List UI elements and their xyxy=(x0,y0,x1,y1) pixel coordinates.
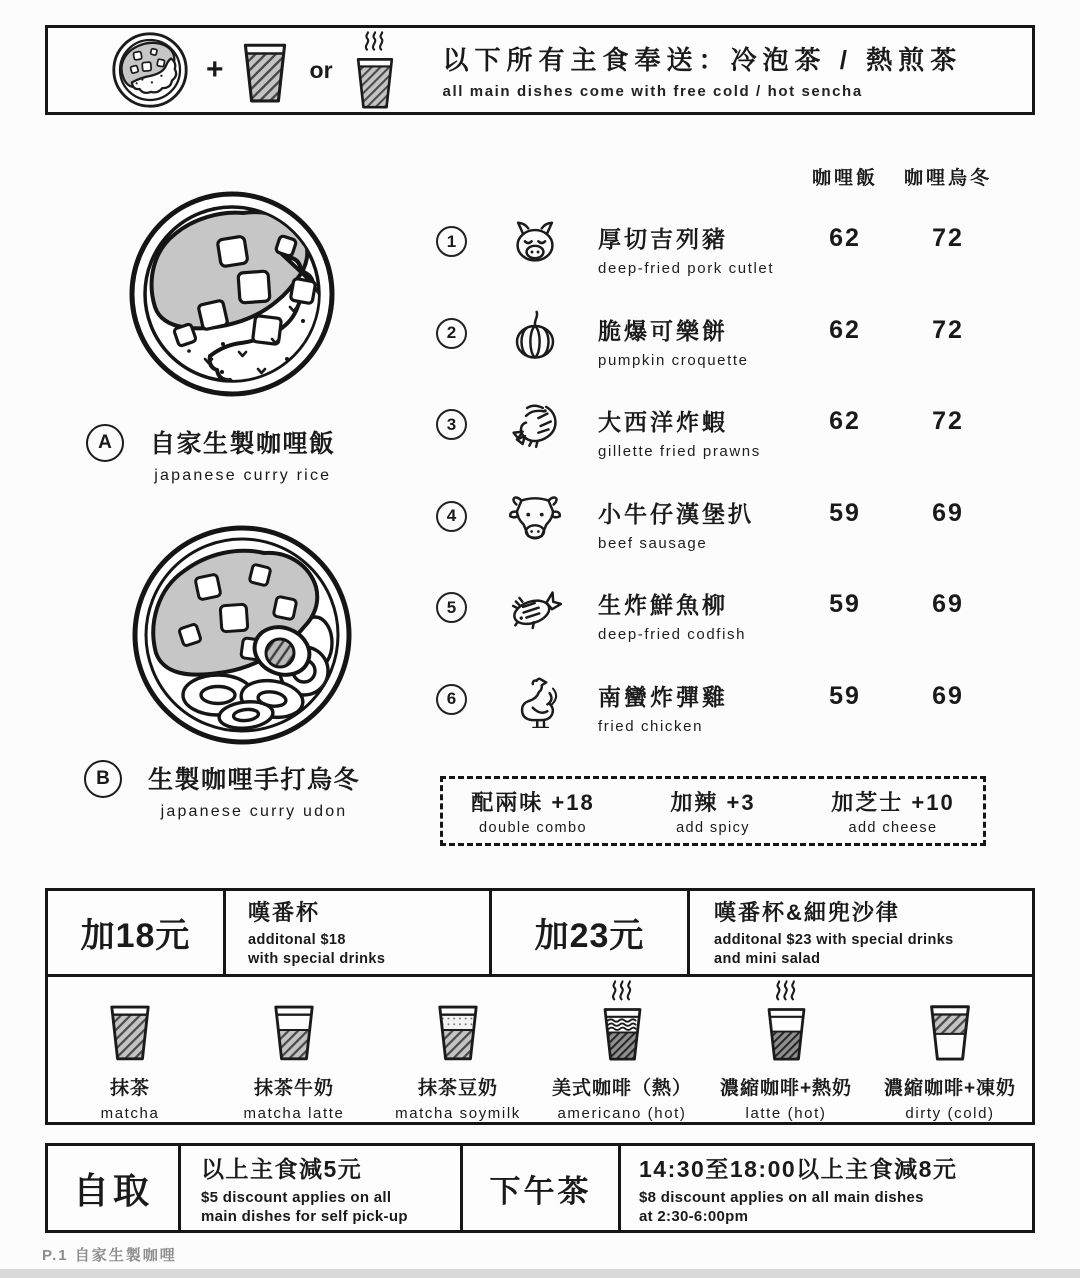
pumpkin-icon xyxy=(506,306,564,364)
column-header-curry-udon: 咖哩烏冬 xyxy=(903,168,992,189)
offer-18-price: 加18元 xyxy=(48,891,226,974)
offer-desc-line1: additonal $23 with special drinks xyxy=(714,932,954,948)
menu-item-beef-sausage xyxy=(430,473,1036,565)
offer-desc-line1: additonal $18 xyxy=(248,932,346,948)
item-price-rice: 62 xyxy=(829,407,861,435)
item-price-udon: 69 xyxy=(932,590,964,618)
item-price-rice: 59 xyxy=(829,681,861,710)
teatime-details xyxy=(621,1146,1032,1230)
base-a-badge: A xyxy=(86,424,124,462)
drink-name: 美式咖啡（熱） xyxy=(551,1078,692,1099)
hot-tea-cup-icon xyxy=(353,31,397,109)
base-a-name-en: japanese curry rice xyxy=(154,467,332,484)
item-name-en: deep-fried codfish xyxy=(598,626,747,643)
item-number-badge: 1 xyxy=(436,226,467,257)
offer-title: 嘆番杯&細兜沙律 xyxy=(714,900,900,925)
offer-title: 嘆番杯 xyxy=(248,900,321,925)
drink-name-en: dirty (cold) xyxy=(905,1105,995,1122)
item-price-udon: 69 xyxy=(932,498,964,527)
menu-item-pumpkin-croquette xyxy=(430,290,1036,382)
addon-name: 配兩味 +18 xyxy=(471,790,595,815)
item-number-badge: 2 xyxy=(436,318,467,349)
item-name: 脆爆可樂餅 xyxy=(598,317,728,344)
pickup-title: 自取 xyxy=(48,1146,181,1230)
drink-name-en: matcha xyxy=(100,1105,160,1122)
shrimp-icon xyxy=(506,397,564,455)
item-number-badge: 5 xyxy=(436,592,467,623)
cold-tea-cup-icon xyxy=(240,37,290,103)
teatime-desc-line2: at 2:30-6:00pm xyxy=(639,1207,749,1225)
base-option-b xyxy=(84,760,360,821)
offer-desc-line2: with special drinks xyxy=(248,951,386,967)
drink-name: 抹茶牛奶 xyxy=(253,1078,334,1099)
discounts-bar xyxy=(45,1143,1035,1233)
base-b-name-en: japanese curry udon xyxy=(160,803,348,820)
offer-23-details xyxy=(690,891,1032,974)
item-price-udon: 72 xyxy=(932,315,964,344)
mains-list xyxy=(430,198,1036,747)
item-price-rice: 62 xyxy=(829,224,861,252)
pickup-desc-line1: $5 discount applies on all xyxy=(201,1188,392,1206)
drink-name: 濃縮咖啡+熱奶 xyxy=(719,1078,853,1099)
curry-udon-illustration xyxy=(130,523,354,747)
or-label: or xyxy=(309,56,333,83)
addon-cheese xyxy=(803,786,983,836)
pig-icon xyxy=(506,214,564,272)
drink-dirty-cold xyxy=(868,977,1032,1122)
item-price-udon: 69 xyxy=(932,681,964,710)
menu-item-pork-cutlet xyxy=(430,198,1036,290)
item-price-udon: 72 xyxy=(932,224,964,252)
item-price-udon: 72 xyxy=(932,407,964,435)
offer-23-price: 加23元 xyxy=(492,891,690,974)
addon-name-en: add cheese xyxy=(848,820,938,836)
item-name-en: fried chicken xyxy=(598,717,704,735)
addon-double-combo xyxy=(443,786,623,836)
page-footer: P.1 自家生製咖哩 xyxy=(42,1247,177,1264)
column-header-curry-rice: 咖哩飯 xyxy=(811,168,878,189)
item-name-en: deep-fried pork cutlet xyxy=(598,260,775,277)
item-price-rice: 59 xyxy=(829,498,861,527)
menu-item-fried-prawns xyxy=(430,381,1036,473)
menu-item-fried-chicken xyxy=(430,656,1036,748)
drink-americano-hot xyxy=(540,977,704,1122)
item-price-rice: 59 xyxy=(829,590,861,618)
addon-name-en: add spicy xyxy=(676,820,750,836)
free-tea-banner xyxy=(45,25,1035,115)
teatime-desc-line1: $8 discount applies on all main dishes xyxy=(639,1188,924,1206)
drink-matcha-soymilk xyxy=(376,977,540,1122)
item-price-rice: 62 xyxy=(829,315,861,344)
drinks-row xyxy=(48,977,1032,1122)
addon-spicy xyxy=(623,786,803,836)
drink-name-en: matcha soymilk xyxy=(395,1105,521,1122)
addon-name: 加辣 +3 xyxy=(670,790,756,815)
menu-item-codfish xyxy=(430,564,1036,656)
item-number-badge: 6 xyxy=(436,684,467,715)
drink-name-en: matcha latte xyxy=(243,1105,345,1122)
curry-rice-illustration xyxy=(127,189,337,399)
dirty-cold-cup-icon xyxy=(926,977,974,1061)
pickup-details xyxy=(181,1146,463,1230)
pickup-offer-name: 以上主食減5元 xyxy=(201,1155,363,1182)
latte-hot-cup-icon xyxy=(764,977,809,1061)
drink-offers-row xyxy=(48,891,1032,977)
drink-name-en: americano (hot) xyxy=(557,1105,687,1122)
americano-hot-cup-icon xyxy=(600,977,645,1061)
teatime-title: 下午茶 xyxy=(463,1146,621,1230)
item-name: 大西洋炸蝦 xyxy=(598,409,728,435)
matcha-soymilk-cup-icon xyxy=(435,977,481,1061)
teatime-offer-name: 14:30至18:00以上主食減8元 xyxy=(639,1155,958,1182)
drink-matcha-latte xyxy=(212,977,376,1122)
item-name-en: gillette fried prawns xyxy=(598,443,761,460)
offer-desc-line2: and mini salad xyxy=(714,951,821,967)
plus-sign: + xyxy=(206,53,224,86)
item-name-en: beef sausage xyxy=(598,534,708,552)
curry-plate-icon xyxy=(110,30,190,110)
item-name: 南蠻炸彈雞 xyxy=(598,683,728,710)
drink-latte-hot xyxy=(704,977,868,1122)
matcha-latte-cup-icon xyxy=(271,977,317,1061)
drink-matcha xyxy=(48,977,212,1122)
item-name: 生炸鮮魚柳 xyxy=(598,592,728,618)
addon-name-en: double combo xyxy=(479,820,587,836)
item-name-en: pumpkin croquette xyxy=(598,351,749,369)
matcha-cup-icon xyxy=(107,977,153,1061)
banner-title: 以下所有主食奉送：冷泡茶 / 熱煎茶 xyxy=(442,45,963,75)
addon-name: 加芝士 +10 xyxy=(831,790,955,815)
drink-name: 濃縮咖啡+凍奶 xyxy=(883,1078,1017,1099)
cow-icon xyxy=(506,489,564,547)
drinks-section xyxy=(45,888,1035,1125)
item-number-badge: 3 xyxy=(436,409,467,440)
base-b-name: 生製咖哩手打烏冬 xyxy=(148,766,361,794)
base-option-a xyxy=(86,424,336,485)
item-name: 小牛仔漢堡扒 xyxy=(598,500,754,527)
item-number-badge: 4 xyxy=(436,501,467,532)
drink-name-en: latte (hot) xyxy=(745,1105,827,1122)
fish-icon xyxy=(506,580,564,638)
addons-box xyxy=(440,776,986,846)
pickup-desc-line2: main dishes for self pick-up xyxy=(201,1207,408,1225)
base-a-name: 自家生製咖哩飯 xyxy=(150,430,336,458)
base-b-badge: B xyxy=(84,760,122,798)
item-name: 厚切吉列豬 xyxy=(598,226,728,252)
banner-subtitle: all main dishes come with free cold / hot sencha xyxy=(442,83,863,100)
drink-name: 抹茶 xyxy=(109,1078,150,1099)
chicken-icon xyxy=(506,672,564,730)
drink-name: 抹茶豆奶 xyxy=(417,1078,498,1099)
offer-18-details xyxy=(226,891,492,974)
